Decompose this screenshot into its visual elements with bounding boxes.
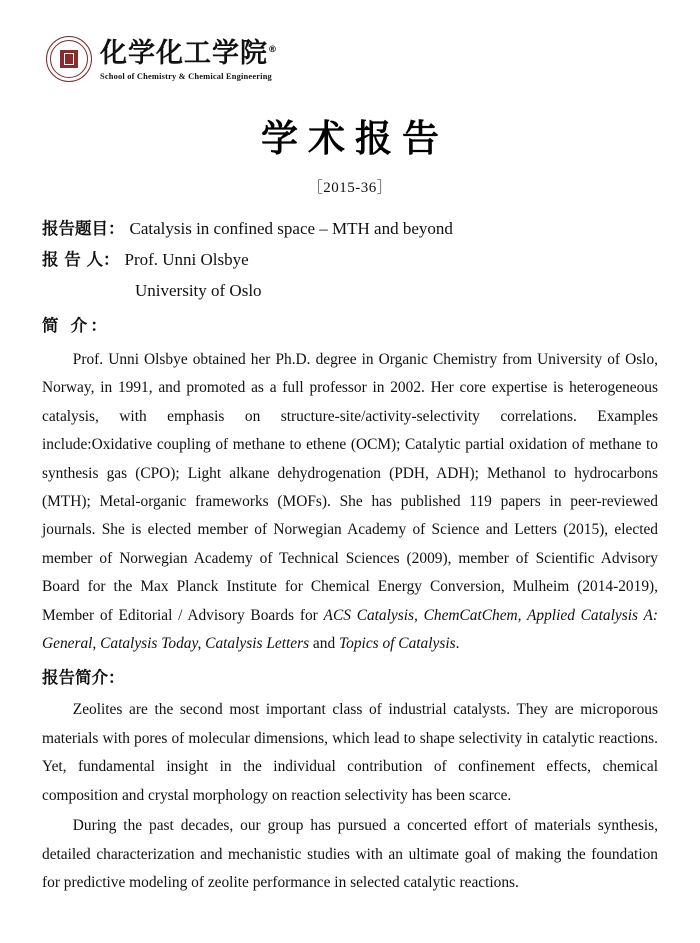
- letterhead-text: [100, 34, 277, 82]
- registered-mark: ®: [268, 45, 277, 55]
- speaker-name: Prof. Unni Olsbye: [124, 250, 249, 269]
- bio-paragraph: [42, 346, 658, 658]
- page-title: 学术报告: [261, 117, 449, 160]
- bio-conjunction: and: [309, 635, 339, 653]
- meta-row-report-title: [42, 213, 658, 244]
- section-heading-abstract: 报告简介：: [42, 668, 125, 688]
- meta-label-report-title: 报告题目：: [42, 219, 125, 238]
- bio-journal-list-2: Topics of Catalysis: [339, 635, 456, 653]
- bio-journal-list: ACS Catalysis, ChemCatChem, Applied Catalysis A: General, Catalysis Today, Catalysis Letters: [42, 606, 658, 653]
- section-heading-bio: 简 介：: [42, 316, 111, 335]
- bio-body: [42, 346, 658, 658]
- school-name-chinese: 化学化工学院®: [100, 38, 277, 69]
- university-seal-icon: [46, 36, 92, 82]
- abstract-paragraph-2: During the past decades, our group has pursued a concerted effort of materials synthesis, detailed characterization and mechanistic studies with an ultimate goal of making the foundation for predictive modeling of zeolite performance in selected catalytic reactions.: [42, 817, 658, 891]
- meta-label-speaker: 报 告 人：: [42, 250, 120, 269]
- report-title: Catalysis in confined space – MTH and beyond: [129, 219, 453, 238]
- letterhead: [46, 34, 658, 90]
- meta-row-speaker: [42, 244, 658, 275]
- meta-row-affiliation: [42, 275, 658, 306]
- bio-text: Prof. Unni Olsbye obtained her Ph.D. degree in Organic Chemistry from University of Oslo, Norway, in 1991, and promoted as a full professor in 2002. Her core expertise is heterogeneous catalysis, with emphasis on structure-site/activity-selectivity correlations. Examples include:Oxidative coupling of methane to ethene (OCM); Catalytic partial oxidation of methane to synthesis gas (CPO); Light alkane dehydrogenation (PDH, ADH); Methanol to hydrocarbons (MTH); Metal-organic frameworks (MOFs). She has published 119 papers in peer-reviewed journals. She is elected member of Norwegian Academy of Science and Letters (2015), elected member of Norwegian Academy of Technical Sciences (2009), member of Scientific Advisory Board for the Max Planck Institute for Chemical Energy Conversion, Mulheim (2014-2019), Member of Editorial / Advisory Boards for: [42, 351, 658, 624]
- abstract-body: [42, 696, 658, 897]
- school-name-english: School of Chemistry & Chemical Engineering: [100, 72, 272, 81]
- speaker-affiliation: University of Oslo: [135, 281, 262, 300]
- abstract-paragraph-1: Zeolites are the second most important class of industrial catalysts. They are microporous materials with pores of molecular dimensions, which lead to shape selectivity in catalytic reactions. Yet, fundamental insight in the individual contribution of confinement effects, chemical composition and crystal morphology on reaction selectivity has been scarce.: [42, 701, 658, 804]
- document-number: ［2015-36］: [307, 180, 393, 196]
- bio-period: .: [455, 635, 460, 653]
- meta-block: [42, 213, 658, 306]
